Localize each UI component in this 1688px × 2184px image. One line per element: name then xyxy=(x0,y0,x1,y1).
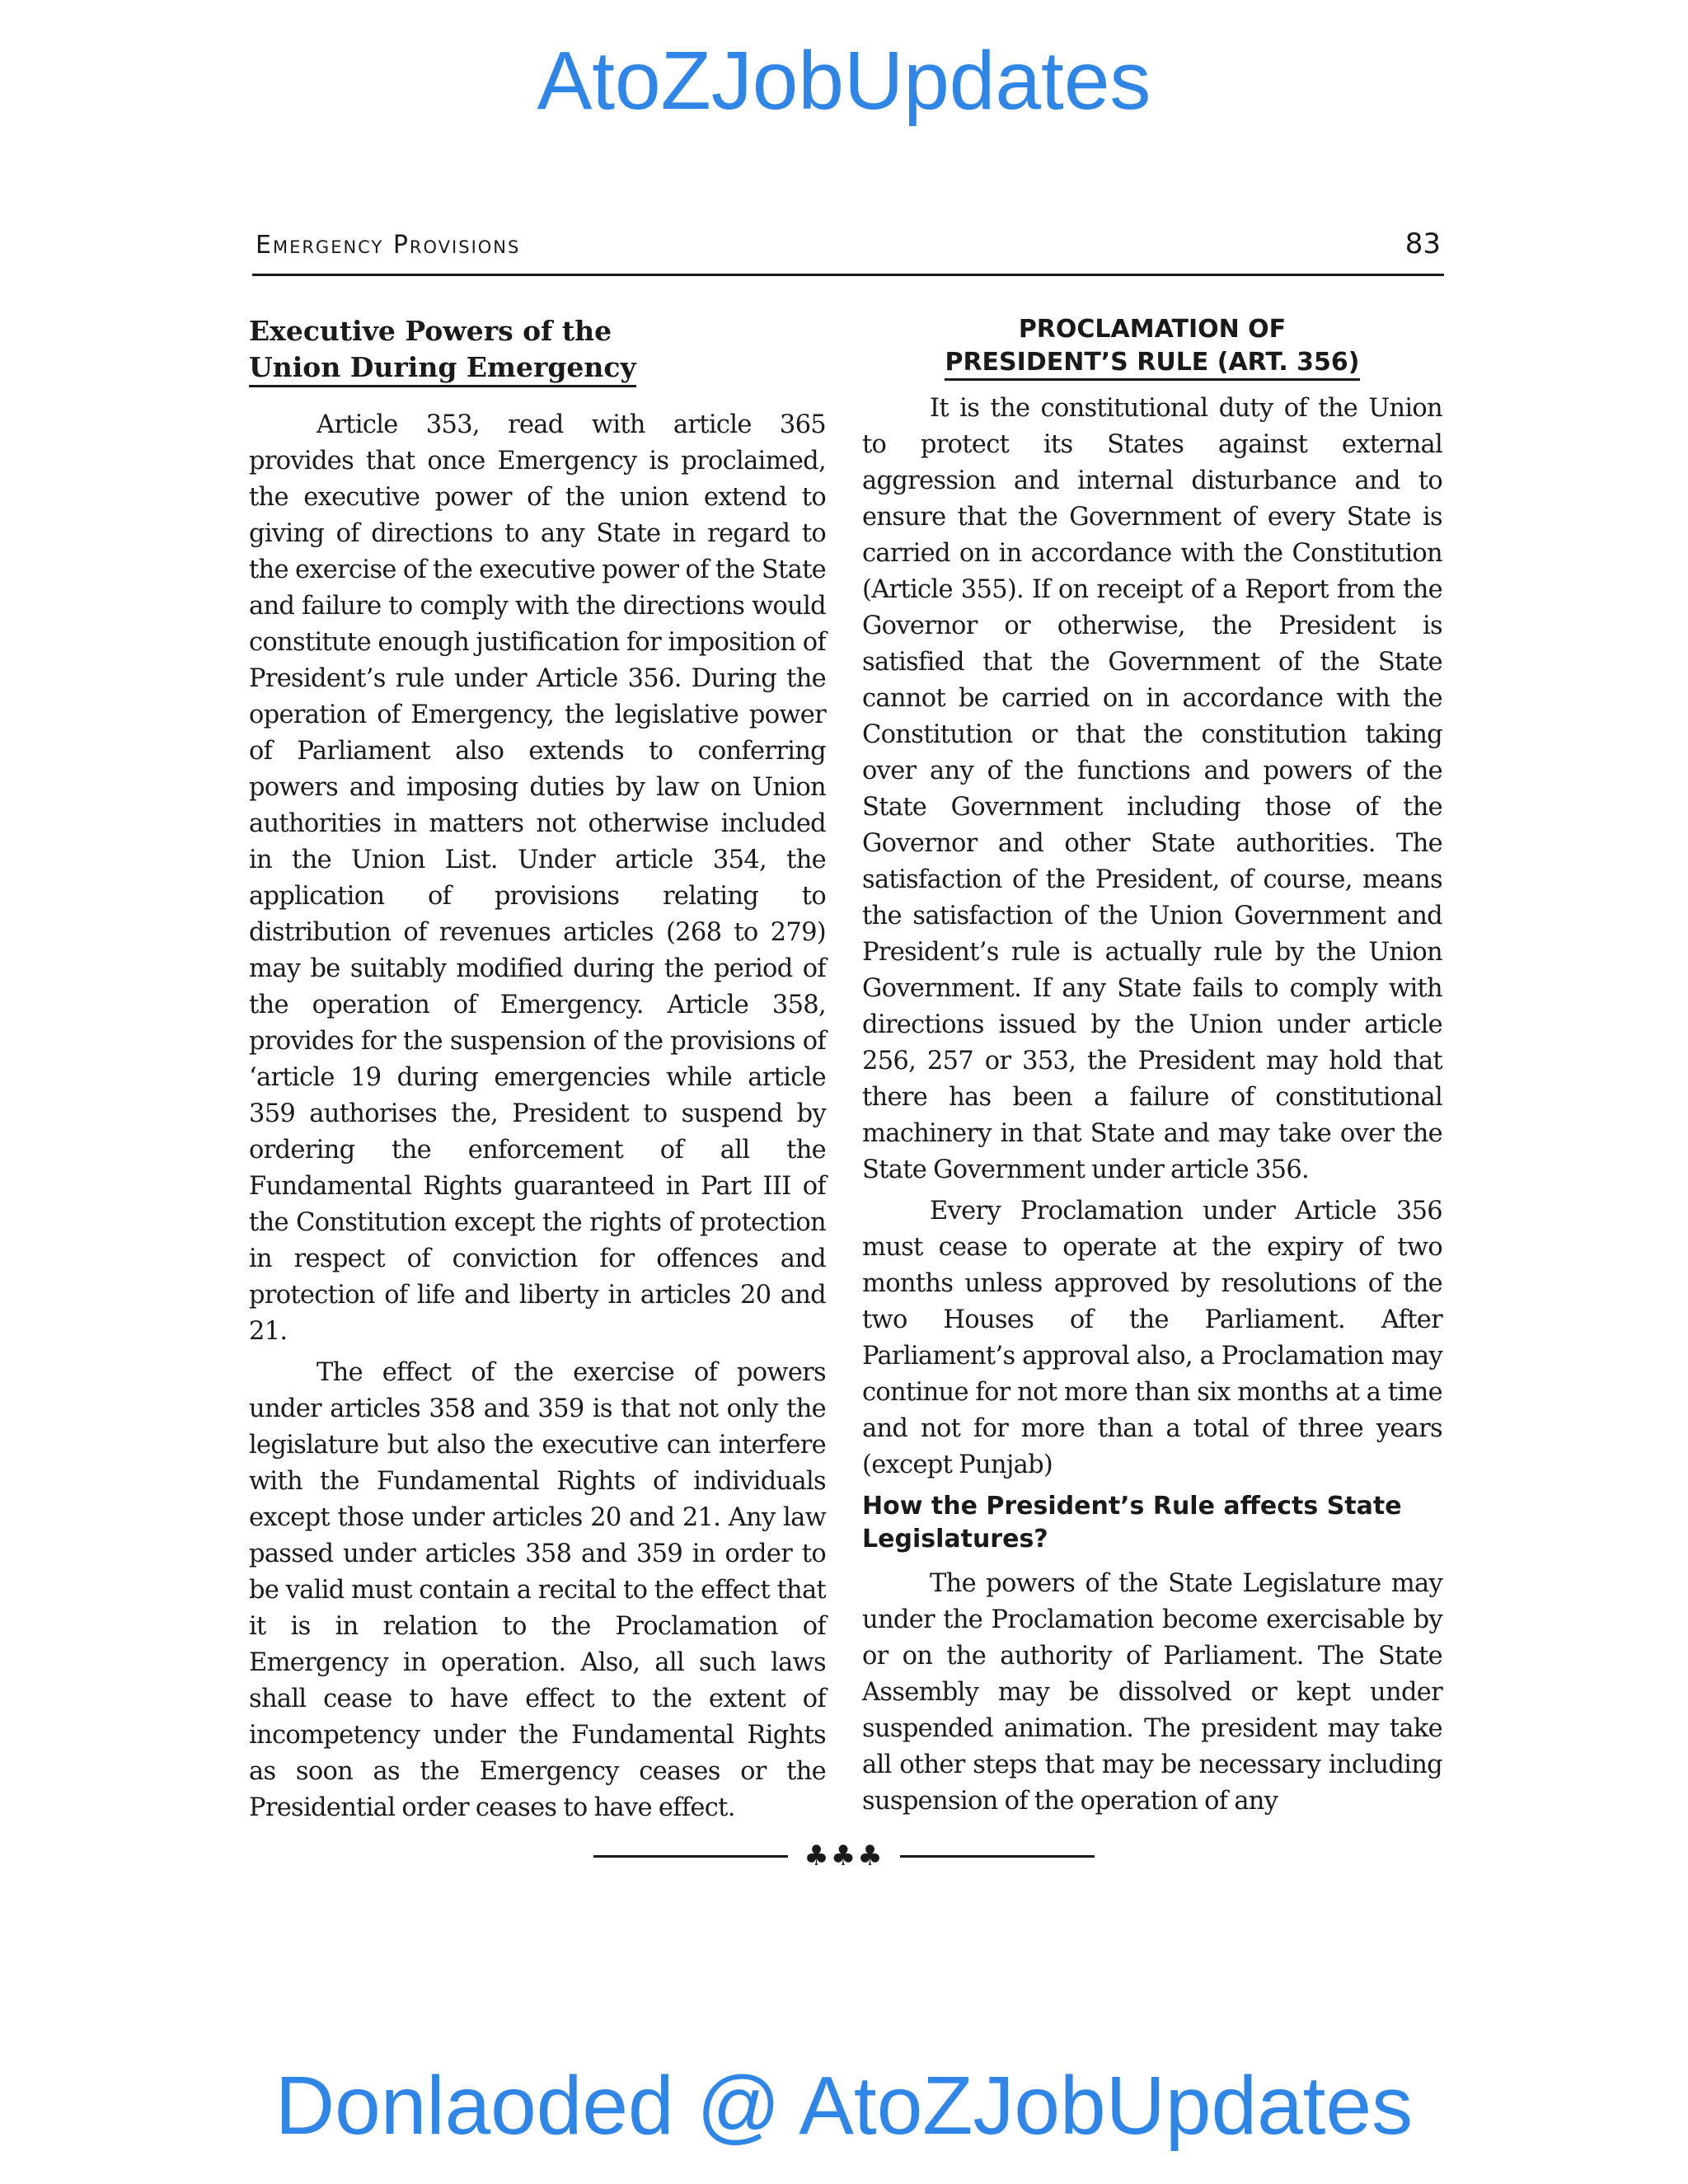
right-heading-line1: PROCLAMATION OF xyxy=(1018,315,1287,344)
right-paragraph-1: It is the constitutional duty of the Union to protect its States against external aggression and internal disturbance and to ensure that the Government of every State is carried on in accordance with the Constitution (Article 355). If on receipt of a Report from the Governor or otherwise, the President is satisfied that the Government of the State cannot be carried on in accordance with the Constitution or that the constitution taking over any of the functions and powers of the State Government including those of the Governor and other State authorities. The satisfaction of the President, of course, means the satisfaction of the Union Government and President’s rule is actually rule by the Union Government. If any State fails to comply with directions issued by the Union under article 256, 257 or 353, the President may hold that there has been a failure of constitutional machinery in that State and may take over the State Government under article 356. xyxy=(862,394,1442,1184)
left-heading-line1: Executive Powers of the xyxy=(249,315,612,347)
left-column xyxy=(249,313,826,1831)
left-section-heading xyxy=(249,313,826,386)
header-rule xyxy=(252,274,1444,276)
page-number: 83 xyxy=(1404,227,1441,260)
left-paragraph-1: Article 353, read with article 365 provides that once Emergency is proclaimed, the executive power of the union extend to giving of directions to any State in regard to the exercise of the executive power of the State and failure to comply with the directions would constitute enough justification for imposition of President’s rule under Article 356. During the operation of Emergency, the legislative power of Parliament also extends to conferring powers and imposing duties by law on Union authorities in matters not otherwise included in the Union List. Under article 354, the application of provisions relating to distribution of revenues articles (268 to 279) may be suitably modified during the period of the operation of Emergency. Article 358, provides for the suspension of the provisions of ‘article 19 during emergencies while article 359 authorises the, President to suspend by ordering the enforcement of all the Fundamental Rights guaranteed in Part III of the Constitution except the rights of protection in respect of conviction for offences and protection of life and liberty in articles 20 and 21. xyxy=(249,410,826,1346)
right-heading-line2: PRESIDENT’S RULE (ART. 356) xyxy=(945,348,1359,381)
ornament-rule-left xyxy=(593,1855,788,1858)
right-paragraph-3: The powers of the State Legislature may under the Proclamation become exercisable by or on the authority of Parliament. The State Assembly may be dissolved or kept under suspended animation. The president may take all other steps that may be necessary including suspension of the operation of any xyxy=(862,1569,1442,1816)
end-ornament xyxy=(0,1838,1688,1872)
clubs-ornament-icon: ♣♣♣ xyxy=(804,1840,884,1872)
running-head-chapter: Emergency Provisions xyxy=(256,231,521,260)
watermark-top: AtoZJobUpdates xyxy=(537,35,1151,127)
left-paragraph-2: The effect of the exercise of powers under articles 358 and 359 is that not only the legislature but also the executive can interfere with the Fundamental Rights of individuals except those under articles 20 and 21. Any law passed under articles 358 and 359 in order to be valid must contain a recital to the effect that it is in relation to the Proclamation of Emergency in operation. Also, all such laws shall cease to have effect to the extent of incompetency under the Fundamental Rights as soon as the Emergency ceases or the Presidential order ceases to have effect. xyxy=(249,1358,826,1822)
left-heading-line2: Union During Emergency xyxy=(249,351,636,387)
watermark-bottom: Donlaoded @ AtoZJobUpdates xyxy=(274,2060,1414,2152)
right-section-heading xyxy=(862,313,1442,379)
right-paragraph-2: Every Proclamation under Article 356 must cease to operate at the expiry of two months unless approved by resolutions of the two Houses of the Parliament. After Parliament’s approval also, a Proclamation may continue for not more than six months at a time and not for more than a total of three years (except Punjab) xyxy=(862,1197,1442,1479)
ornament-rule-right xyxy=(900,1855,1095,1858)
right-subheading: How the President’s Rule affects State Legislatures? xyxy=(862,1492,1402,1554)
right-column xyxy=(862,313,1442,1825)
